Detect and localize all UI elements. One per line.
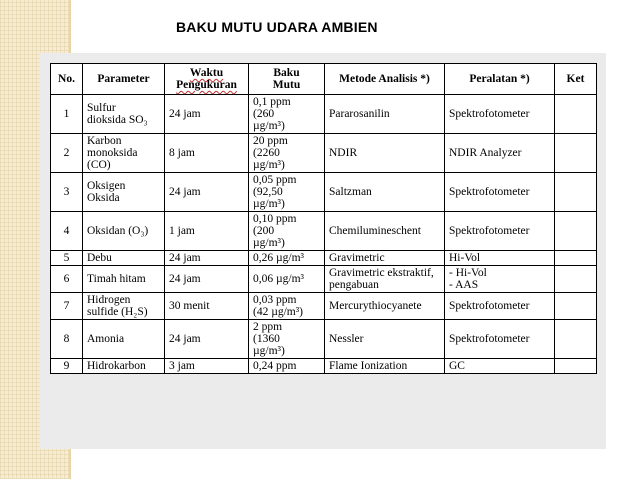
peralatan-line: GC xyxy=(449,360,465,372)
cell-waktu: 24 jam xyxy=(165,251,249,266)
table-row xyxy=(51,173,597,212)
cell-metode: Pararosanilin xyxy=(325,95,445,134)
table-row xyxy=(51,95,597,134)
baku-mutu-line: 20 ppm xyxy=(253,135,288,147)
parameter-line: Karbon xyxy=(87,135,122,147)
baku-mutu-line: 0,24 ppm xyxy=(253,360,297,372)
peralatan-line: Spektrofotometer xyxy=(449,300,530,312)
table-row xyxy=(51,320,597,359)
parameter-line: sulfide (H₂S) xyxy=(87,306,148,318)
baku-mutu-line: (42 µg/m³) xyxy=(253,306,303,318)
cell-metode: Nessler xyxy=(325,320,445,359)
parameter-line: Hidrokarbon xyxy=(87,360,146,372)
cell-baku-mutu xyxy=(249,293,325,320)
cell-waktu: 3 jam xyxy=(165,359,249,374)
cell-ket xyxy=(555,251,597,266)
baku-mutu-line: 0,03 ppm xyxy=(253,294,297,306)
peralatan-line: Spektrofotometer xyxy=(449,225,530,237)
air-quality-standards-table xyxy=(50,63,597,374)
peralatan-line: Spektrofotometer xyxy=(449,186,530,198)
peralatan-line: Spektrofotometer xyxy=(449,333,530,345)
cell-waktu: 24 jam xyxy=(165,95,249,134)
cell-ket xyxy=(555,266,597,293)
cell-no: 2 xyxy=(51,134,83,173)
baku-mutu-line: µg/m³) xyxy=(253,345,285,357)
cell-peralatan xyxy=(445,266,555,293)
cell-parameter xyxy=(83,251,165,266)
header-ket: Ket xyxy=(555,64,597,95)
table-row xyxy=(51,293,597,320)
cell-peralatan xyxy=(445,173,555,212)
parameter-line: (CO) xyxy=(87,159,111,171)
header-metode-analisis: Metode Analisis *) xyxy=(325,64,445,95)
cell-baku-mutu xyxy=(249,95,325,134)
slide-title: BAKU MUTU UDARA AMBIEN xyxy=(176,19,378,35)
cell-waktu: 24 jam xyxy=(165,173,249,212)
cell-no: 8 xyxy=(51,320,83,359)
cell-peralatan xyxy=(445,134,555,173)
cell-waktu: 1 jam xyxy=(165,212,249,251)
table-row xyxy=(51,212,597,251)
header-peralatan: Peralatan *) xyxy=(445,64,555,95)
cell-peralatan xyxy=(445,95,555,134)
baku-mutu-line: (92,50 xyxy=(253,186,283,198)
baku-mutu-line: 0,26 µg/m³ xyxy=(253,252,304,264)
cell-no: 4 xyxy=(51,212,83,251)
parameter-line: Sulfur xyxy=(87,102,116,114)
baku-mutu-line: (2260 xyxy=(253,147,280,159)
table-body xyxy=(51,95,597,374)
cell-metode: Saltzman xyxy=(325,173,445,212)
peralatan-line: NDIR Analyzer xyxy=(449,147,522,159)
cell-parameter xyxy=(83,320,165,359)
parameter-line: Debu xyxy=(87,252,112,264)
cell-waktu: 24 jam xyxy=(165,266,249,293)
cell-parameter xyxy=(83,293,165,320)
cell-ket xyxy=(555,95,597,134)
cell-baku-mutu xyxy=(249,320,325,359)
peralatan-line: Hi-Vol xyxy=(449,252,481,264)
cell-baku-mutu xyxy=(249,134,325,173)
baku-mutu-line: 0,1 ppm xyxy=(253,96,291,108)
parameter-line: dioksida SO₃ xyxy=(87,114,148,126)
baku-mutu-line: 0,10 ppm xyxy=(253,213,297,225)
table-row xyxy=(51,134,597,173)
cell-ket xyxy=(555,134,597,173)
cell-baku-mutu xyxy=(249,359,325,374)
baku-mutu-line: µg/m³) xyxy=(253,159,285,171)
cell-no: 1 xyxy=(51,95,83,134)
cell-ket xyxy=(555,359,597,374)
cell-parameter xyxy=(83,173,165,212)
baku-mutu-line: (260 xyxy=(253,108,275,120)
table-row xyxy=(51,251,597,266)
baku-mutu-line: 0,06 µg/m³ xyxy=(253,273,304,285)
cell-metode: Mercurythiocyanete xyxy=(325,293,445,320)
parameter-line: Timah hitam xyxy=(87,273,146,285)
cell-parameter xyxy=(83,359,165,374)
cell-waktu: 24 jam xyxy=(165,320,249,359)
baku-mutu-line: µg/m³) xyxy=(253,198,285,210)
cell-peralatan xyxy=(445,212,555,251)
baku-mutu-line: µg/m³) xyxy=(253,120,285,132)
cell-metode: Gravimetric ekstraktif, pengabuan xyxy=(325,266,445,293)
peralatan-line: Spektrofotometer xyxy=(449,108,530,120)
cell-parameter xyxy=(83,95,165,134)
table-row xyxy=(51,359,597,374)
cell-peralatan xyxy=(445,251,555,266)
cell-baku-mutu xyxy=(249,173,325,212)
cell-parameter xyxy=(83,266,165,293)
cell-no: 3 xyxy=(51,173,83,212)
header-waktu-pengukuran: Waktu Pengukuran xyxy=(165,64,249,95)
cell-metode: Flame Ionization xyxy=(325,359,445,374)
cell-no: 6 xyxy=(51,266,83,293)
cell-waktu: 30 menit xyxy=(165,293,249,320)
cell-ket xyxy=(555,320,597,359)
header-parameter: Parameter xyxy=(83,64,165,95)
cell-ket xyxy=(555,212,597,251)
peralatan-item: - AAS xyxy=(449,279,550,291)
cell-no: 5 xyxy=(51,251,83,266)
cell-metode: Gravimetric xyxy=(325,251,445,266)
cell-parameter xyxy=(83,134,165,173)
cell-metode: Chemilumineschent xyxy=(325,212,445,251)
parameter-line: Oksidan (O₃) xyxy=(87,225,149,237)
cell-no: 7 xyxy=(51,293,83,320)
baku-mutu-line: 0,05 ppm xyxy=(253,174,297,186)
peralatan-list xyxy=(449,267,550,291)
baku-mutu-line: µg/m³) xyxy=(253,237,285,249)
cell-peralatan xyxy=(445,359,555,374)
cell-peralatan xyxy=(445,320,555,359)
cell-ket xyxy=(555,173,597,212)
parameter-line: Oksida xyxy=(87,192,120,204)
cell-waktu: 8 jam xyxy=(165,134,249,173)
table-header-row xyxy=(51,64,597,95)
table-row xyxy=(51,266,597,293)
parameter-line: Hidrogen xyxy=(87,294,131,306)
cell-peralatan xyxy=(445,293,555,320)
baku-mutu-line: 2 ppm xyxy=(253,321,283,333)
header-no: No. xyxy=(51,64,83,95)
baku-mutu-line: (200 xyxy=(253,225,275,237)
cell-metode: NDIR xyxy=(325,134,445,173)
cell-no: 9 xyxy=(51,359,83,374)
cell-parameter xyxy=(83,212,165,251)
cell-ket xyxy=(555,293,597,320)
header-baku-mutu: Baku Mutu xyxy=(249,64,325,95)
parameter-line: monoksida xyxy=(87,147,138,159)
cell-baku-mutu xyxy=(249,251,325,266)
parameter-line: Oksigen xyxy=(87,180,126,192)
peralatan-item: - Hi-Vol xyxy=(449,267,550,279)
cell-baku-mutu xyxy=(249,212,325,251)
baku-mutu-line: (1360 xyxy=(253,333,280,345)
parameter-line: Amonia xyxy=(87,333,125,345)
cell-baku-mutu xyxy=(249,266,325,293)
